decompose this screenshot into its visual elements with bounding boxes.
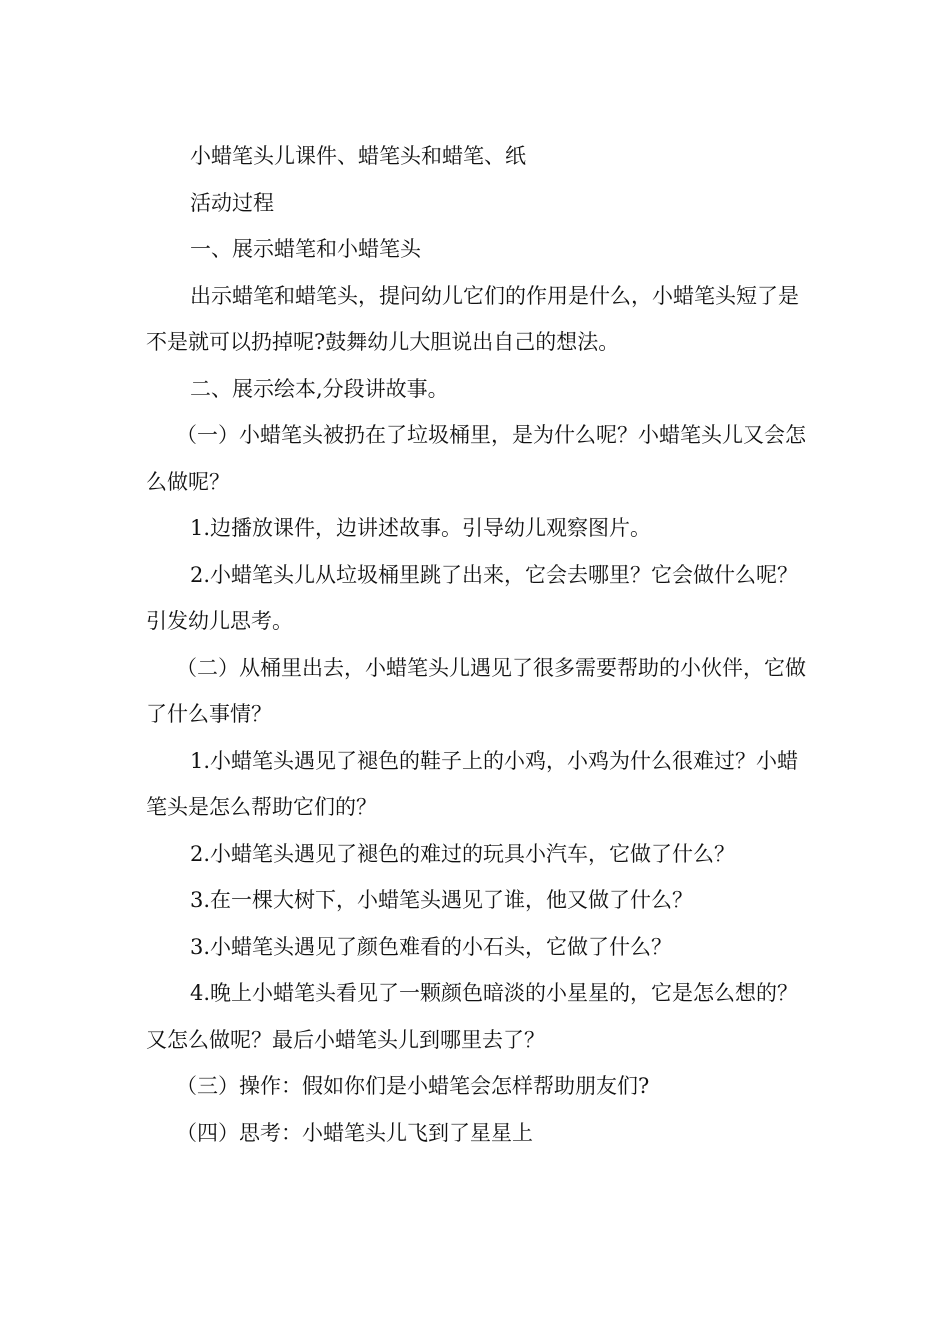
- list-item-2-3: 3.在一棵大树下，小蜡笔头遇见了谁，他又做了什么？: [190, 888, 694, 912]
- materials-line: 小蜡笔头儿课件、蜡笔头和蜡笔、纸: [190, 144, 526, 168]
- list-item-1-1: 1.边播放课件，边讲述故事。引导幼儿观察图片。: [190, 516, 652, 540]
- document-body: [146, 133, 814, 1156]
- step-heading-2: 二、展示绘本,分段讲故事。: [190, 376, 449, 401]
- list-item-2-2: 2.小蜡笔头遇见了褪色的难过的玩具小汽车，它做了什么？: [190, 841, 736, 866]
- sub-section-2: （二）从桶里出去，小蜡笔头儿遇见了很多需要帮助的小伙伴，它做了什么事情？: [146, 655, 806, 726]
- list-item-2-1: 1.小蜡笔头遇见了褪色的鞋子上的小鸡，小鸡为什么很难过？小蜡笔头是怎么帮助它们的？: [146, 748, 799, 819]
- section-heading-activity-process: 活动过程: [190, 190, 274, 215]
- list-item-1-2: 2.小蜡笔头儿从垃圾桶里跳了出来，它会去哪里？它会做什么呢？引发幼儿思考。: [146, 562, 799, 633]
- sub-section-3: （三）操作：假如你们是小蜡笔会怎样帮助朋友们?: [176, 1074, 650, 1098]
- step-heading-1: 一、展示蜡笔和小蜡笔头: [190, 237, 421, 261]
- sub-section-4: （四）思考：小蜡笔头儿飞到了星星上: [176, 1120, 533, 1145]
- list-item-2-3b: 3.小蜡笔头遇见了颜色难看的小石头，它做了什么？: [190, 934, 673, 959]
- paragraph-step-1-detail: 出示蜡笔和蜡笔头，提问幼儿它们的作用是什么，小蜡笔头短了是不是就可以扔掉呢?鼓舞幼儿大胆说出自己的想法。: [146, 283, 799, 354]
- list-item-2-4: 4.晚上小蜡笔头看见了一颗颜色暗淡的小星星的，它是怎么想的？又怎么做呢？最后小蜡笔头儿到哪里去了？: [146, 981, 799, 1052]
- sub-section-1: （一）小蜡笔头被扔在了垃圾桶里，是为什么呢？小蜡笔头儿又会怎么做呢？: [146, 423, 806, 494]
